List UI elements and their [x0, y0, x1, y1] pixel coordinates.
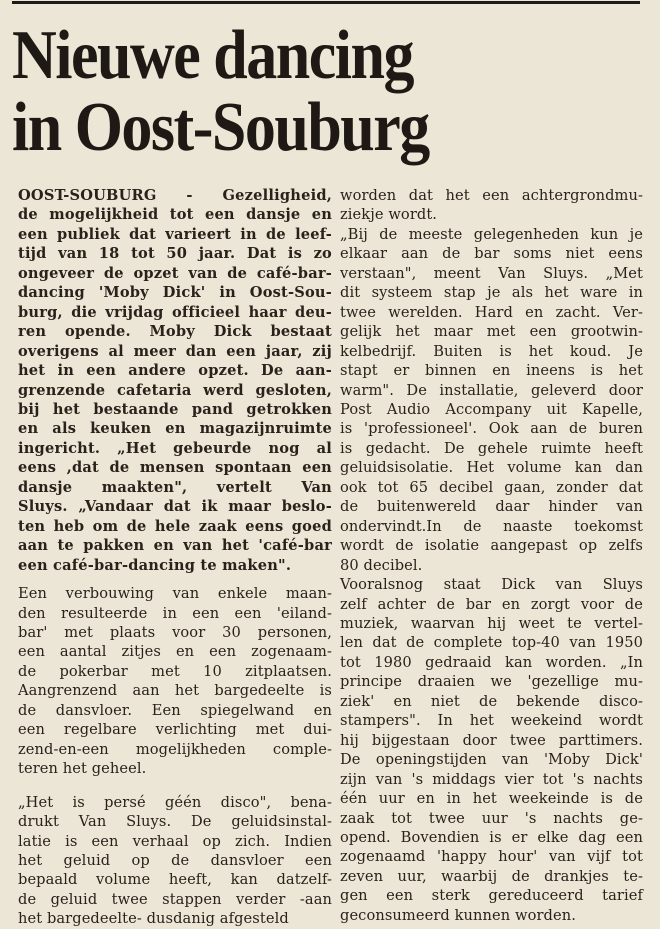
text-line: gelijk het maar met een grootwin- [340, 323, 643, 341]
text-line: verstaan", meent Van Sluys. „Met [340, 264, 643, 282]
text-line: zend-en-een mogelijkheden comple- [18, 740, 332, 758]
text-line: het bargedeelte- dusdanig afgesteld [18, 910, 289, 928]
text-line: opend. Bovendien is er elke dag een [340, 828, 643, 846]
text-line: hij bijgestaan door twee parttimers. [340, 731, 643, 749]
text-line: zogenaamd 'happy hour' van vijf tot [340, 848, 643, 866]
text-line: gen een sterk gereduceerd tarief [340, 887, 643, 905]
left-column [18, 186, 332, 929]
text-line: ziekje wordt. [340, 206, 438, 224]
headline-line-1: Nieuwe dancing [12, 17, 413, 94]
paragraph-renovation [18, 584, 332, 779]
text-line: het in een andere opzet. De aan- [18, 362, 332, 380]
text-line: 80 decibel. [340, 556, 423, 574]
text-line: bar' met plaats voor 30 personen, [18, 623, 332, 641]
text-line: Sluys. „Vandaar dat ik maar beslo- [18, 498, 332, 516]
text-line: dansje maakten", vertelt Van [18, 478, 332, 496]
text-line: Aangrenzend aan het bargedeelte is [18, 682, 332, 700]
text-line: is 'professioneel'. Ook aan de buren [340, 420, 643, 438]
text-line: de dansvloer. Een spiegelwand en [18, 701, 332, 719]
text-line: kelbedrijf. Buiten is het koud. Je [340, 342, 643, 360]
text-line: ren opende. Moby Dick bestaat [18, 323, 332, 341]
text-line: OOST-SOUBURG - Gezelligheid, [18, 187, 332, 204]
text-line: tot 1980 gedraaid kan worden. „In [340, 653, 643, 671]
text-line: ongeveer de opzet van de café-bar- [18, 264, 332, 282]
paragraph-opening-hours [340, 575, 643, 925]
text-line: burg, die vrijdag officieel haar deu- [18, 303, 332, 321]
text-line: stampers". In het weekeind wordt [340, 712, 643, 730]
text-line: ondervindt.In de naaste toekomst [340, 517, 643, 535]
text-line: Vooralsnog staat Dick van Sluys [340, 576, 643, 594]
paragraph-no-disco [18, 793, 332, 929]
text-line: twee werelden. Hard en zacht. Ver- [340, 303, 643, 321]
text-line: warm". De installatie, geleverd door [340, 381, 643, 399]
headline-line-2: in Oost-Souburg [12, 89, 429, 166]
text-line: de pokerbar met 10 zitplaatsen. [18, 662, 332, 680]
text-line: de mogelijkheid tot een dansje en [18, 206, 332, 224]
text-line: een publiek dat varieert in de leef- [18, 225, 332, 243]
text-line: geconsumeerd kunnen worden. [340, 906, 576, 924]
text-line: het geluid op de dansvloer een [18, 851, 332, 869]
top-rule [12, 1, 640, 4]
text-line: is gedacht. De gehele ruimte heeft [340, 439, 643, 457]
text-line: „Bij de meeste gelegenheden kun je [340, 225, 643, 243]
text-line: een café-bar-dancing te maken". [18, 556, 292, 574]
text-line: tijd van 18 tot 50 jaar. Dat is zo [18, 245, 332, 263]
text-line: zaak tot twee uur 's nachts ge- [340, 809, 643, 827]
text-line: zijn van 's middags vier tot 's nachts [340, 770, 643, 788]
right-column [340, 186, 643, 925]
text-line: en als keuken en magazijnruimte [18, 420, 332, 438]
text-line: een aantal zitjes en een zogenaam- [18, 643, 332, 661]
text-line: ook tot 65 decibel gaan, zonder dat [340, 478, 643, 496]
text-line: Post Audio Accompany uit Kapelle, [340, 400, 643, 418]
headline [12, 17, 642, 166]
text-line: ten heb om de hele zaak eens goed [18, 517, 332, 535]
text-line: latie is een verhaal op zich. Indien [18, 832, 332, 850]
text-line: een regelbare verlichting met dui- [18, 721, 332, 739]
text-line: wordt de isolatie aangepast op zelfs [340, 537, 643, 555]
text-line: De openingstijden van 'Moby Dick' [340, 751, 643, 769]
text-line: bij het bestaande pand getrokken [18, 400, 332, 418]
text-line: drukt Van Sluys. De geluidsinstal- [18, 813, 332, 831]
text-line: den resulteerde in een een 'eiland- [18, 604, 332, 622]
text-line: muziek, waarvan hij weet te vertel- [340, 614, 643, 632]
text-line: elkaar aan de bar soms niet eens [340, 245, 643, 263]
lead-paragraph [18, 186, 332, 575]
text-line: len dat de complete top-40 van 1950 [340, 634, 643, 652]
text-line: de buitenwereld daar hinder van [340, 498, 643, 516]
text-line: ingericht. „Het gebeurde nog al [18, 439, 332, 457]
text-line: eens ,dat de mensen spontaan een [18, 459, 332, 477]
text-line: één uur en in het weekeinde is de [340, 790, 643, 808]
text-line: zeven uur, waarbij de drankjes te- [340, 867, 643, 885]
text-line: teren het geheel. [18, 760, 147, 778]
text-line: „Het is persé géén disco", bena- [18, 793, 332, 811]
text-line: dit systeem stap je als het ware in [340, 284, 643, 302]
text-line: de geluid twee stappen verder -aan [18, 890, 332, 908]
text-line: dancing 'Moby Dick' in Oost-Sou- [18, 284, 332, 302]
text-line: aan te pakken en van het 'café-bar [18, 537, 332, 555]
text-line: worden dat het een achtergrondmu- [340, 187, 643, 204]
text-line: stapt er binnen en ineens is het [340, 362, 643, 380]
text-line: zelf achter de bar en zorgt voor de [340, 595, 643, 613]
text-line: Een verbouwing van enkele maan- [18, 585, 332, 603]
paragraph-background-music [340, 186, 643, 225]
text-line: ziek' en niet de bekende disco- [340, 692, 643, 710]
text-line: grenzende cafetaria werd gesloten, [18, 381, 332, 399]
text-line: principe draaien we 'gezellige mu- [340, 673, 643, 691]
text-line: overigens al meer dan een jaar, zij [18, 342, 332, 360]
text-line: geluidsisolatie. Het volume kan dan [340, 459, 643, 477]
paragraph-sound-system [340, 225, 643, 575]
text-line: bepaald volume heeft, kan datzelf- [18, 871, 332, 889]
